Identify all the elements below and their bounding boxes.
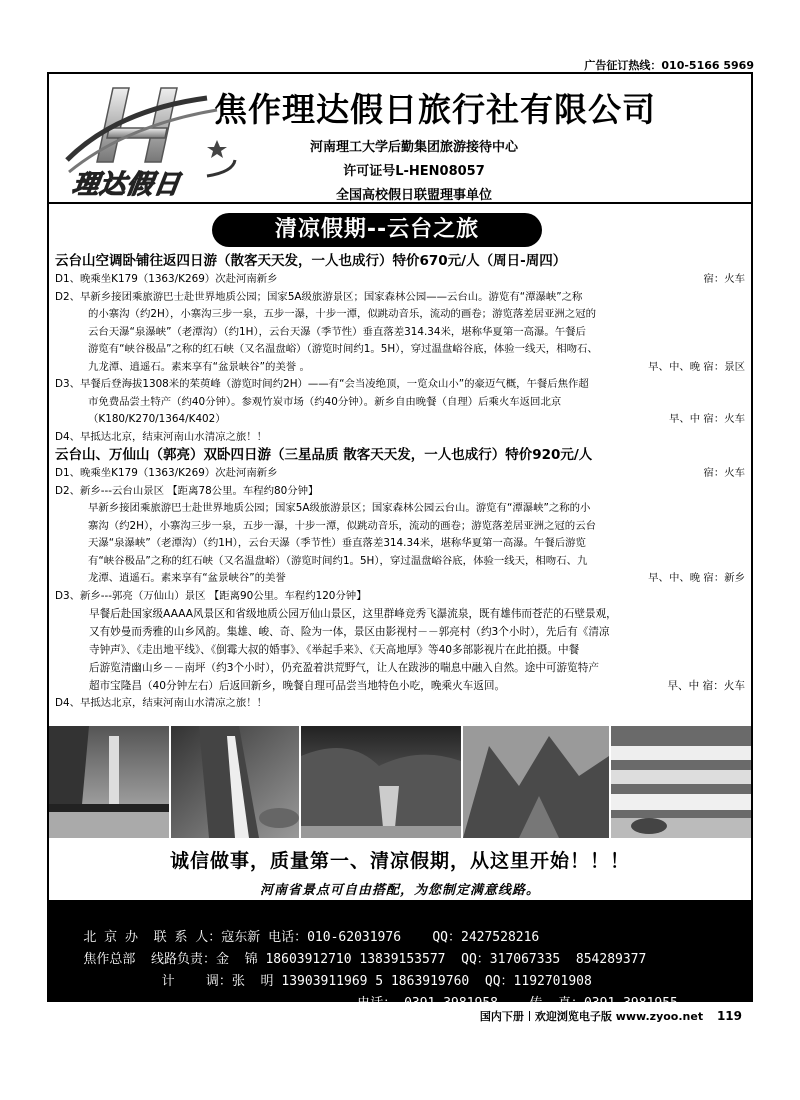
itinerary-line bbox=[55, 429, 749, 447]
slogan-sub: 河南省景点可自由搭配，为您制定满意线路。 bbox=[259, 883, 540, 898]
office-label: 焦作总部 bbox=[83, 952, 136, 967]
scenery-photo-strip bbox=[49, 726, 751, 838]
contact-block bbox=[47, 900, 753, 1011]
itinerary-text: 超市宝隆昌（40分钟左右）后返回新乡，晚餐自理可品尝当地特色小吃，晚乘火车返回。 bbox=[89, 680, 506, 692]
phone: 18603912710 13839153577 bbox=[265, 952, 446, 967]
phone: 13903911969 5 1863919760 bbox=[281, 974, 470, 989]
itinerary-text: 龙潭、逍遥石。素来享有“盆景峡谷”的美誉 bbox=[88, 572, 286, 584]
itinerary-line bbox=[55, 570, 749, 588]
header-subline-2: 许可证号L-HEN08057 bbox=[343, 164, 485, 179]
tour-1-itinerary bbox=[55, 271, 749, 446]
itinerary-content bbox=[55, 252, 749, 713]
header bbox=[49, 74, 751, 204]
itinerary-line bbox=[55, 605, 749, 623]
itinerary-line bbox=[55, 394, 749, 412]
itinerary-line bbox=[55, 411, 749, 429]
contact-row-1 bbox=[52, 906, 540, 945]
itinerary-line bbox=[55, 588, 749, 606]
contact-row-4 bbox=[52, 972, 678, 1011]
itinerary-line bbox=[55, 289, 749, 307]
itinerary-line bbox=[55, 553, 749, 571]
office-label: 北 京 办 bbox=[83, 930, 138, 945]
qq: QQ：1192701908 bbox=[484, 974, 592, 989]
company-name: 焦作理达假日旅行社有限公司 bbox=[214, 90, 656, 129]
itinerary-text: 早餐后赴国家级AAAA风景区和省级地质公园万仙山景区，这里群峰竞秀飞瀑流泉，既有雄伟而苍茫的石壁景观， bbox=[89, 608, 617, 620]
header-subline-1: 河南理工大学后勤集团旅游接待中心 bbox=[309, 140, 518, 155]
itinerary-text: D3、新乡---郭亮（万仙山）景区 【距离90公里。车程约120分钟】 bbox=[55, 589, 367, 602]
route-manager: 线路负责：金 锦 bbox=[150, 952, 258, 967]
header-subline-3: 全国高校假日联盟理事单位 bbox=[335, 188, 492, 203]
itinerary-text: 天瀑“泉瀑峡”（老潭沟）（约1H），云台天瀑（季节性）垂直落差314.34米，堪称华夏第一高瀑。午餐后游览 bbox=[88, 537, 586, 549]
photo-mountain-gorge bbox=[463, 726, 609, 838]
meal-lodging-note: 早、中 宿：火车 bbox=[668, 413, 745, 425]
itinerary-text: （K180/K270/1364/K402） bbox=[88, 413, 226, 425]
itinerary-line bbox=[55, 376, 749, 394]
meal-lodging-note: 早、中 宿：火车 bbox=[667, 680, 745, 692]
qq: QQ：2427528216 bbox=[432, 930, 540, 945]
itinerary-line bbox=[55, 306, 749, 324]
tour-title-2: 云台山、万仙山（郭亮）双卧四日游（三星品质 散客天天发，一人也成行）特价920元/人 bbox=[55, 447, 593, 463]
site-url: www.zyoo.net bbox=[615, 1010, 704, 1023]
phone: 电话：010-62031976 bbox=[268, 930, 402, 945]
itinerary-line bbox=[55, 641, 749, 659]
scenery-photos bbox=[49, 726, 751, 838]
page-footer bbox=[480, 1008, 742, 1024]
itinerary-text: D4、早抵达北京，结束河南山水清凉之旅！！ bbox=[55, 430, 268, 443]
contact-row-3 bbox=[52, 950, 592, 989]
itinerary-line bbox=[55, 271, 749, 289]
itinerary-text: D3、早餐后登海拔1308米的茱萸峰（游览时间约2H）——有“会当凌绝顶，一览众山小”的豪迈气概，午餐后焦作超 bbox=[55, 378, 589, 390]
itinerary-text: 的小寨沟（约2H），小寨沟三步一泉，五步一瀑，十步一潭，似跳动音乐，流动的画卷；游览落差居亚洲之冠的 bbox=[88, 308, 596, 320]
tour-2-final-line: D4、早抵达北京，结束河南山水清凉之旅！！ bbox=[55, 697, 268, 709]
meal-lodging-note: 宿：火车 bbox=[703, 467, 745, 479]
itinerary-text: 云台天瀑“泉瀑峡”（老潭沟）（约1H），云台天瀑（季节性）垂直落差314.34米，堪称华夏第一高瀑。午餐后 bbox=[88, 325, 586, 338]
tour-2-day3-detail bbox=[55, 605, 749, 695]
itinerary-text: 市免费品尝土特产（约40分钟）。参观竹炭市场（约40分钟）。新乡自由晚餐（自理）后乘火车返回北京 bbox=[88, 395, 562, 408]
contact-row-2 bbox=[52, 928, 647, 967]
itinerary-line bbox=[55, 535, 749, 553]
meal-lodging-note: 早、中、晚 宿：新乡 bbox=[648, 572, 745, 584]
fax: 传 真：0391-3981955 bbox=[529, 996, 678, 1011]
itinerary-line bbox=[55, 483, 749, 501]
itinerary-text: D2、新乡---云台山景区 【距离78公里。车程约80分钟】 bbox=[55, 484, 319, 497]
itinerary-line bbox=[55, 518, 749, 536]
photo-waterfall-cascade bbox=[171, 726, 299, 838]
itinerary-text: 有“峡谷极品”之称的红石峡（又名温盘峪）（游览时间约1。5H），穿过温盘峪谷底，体验一线天，相吻石、九 bbox=[88, 554, 588, 567]
ad-frame bbox=[47, 72, 753, 1002]
itinerary-line bbox=[55, 659, 749, 677]
itinerary-text: 寨沟（约2H），小寨沟三步一泉，五步一瀑，十步一潭，似跳动音乐，流动的画卷；游览落差居亚洲之冠的云台 bbox=[88, 519, 596, 532]
itinerary-text: 九龙潭、逍遥石。素来享有“盆景峡谷”的美誉 。 bbox=[88, 360, 310, 373]
itinerary-text: 后游览清幽山乡－－南坪（约3个小时），仍充盈着洪荒野气，让人在跋涉的喘息中融入自然。途中可游览特产 bbox=[89, 662, 599, 674]
office-phone: 电话： 0391-3981958 bbox=[357, 996, 498, 1011]
itinerary-text: 早新乡接团乘旅游巴士赴世界地质公园；国家5A级旅游景区；国家森林公园云台山。游览有“潭瀑峡”之称的小 bbox=[88, 502, 591, 514]
photo-terraced-waterfall bbox=[611, 726, 751, 838]
itinerary-text: D1、晚乘坐K179（1363/K269）次赴河南新乡 bbox=[55, 273, 278, 285]
itinerary-text: D1、晚乘坐K179（1363/K269）次赴河南新乡 bbox=[55, 467, 278, 479]
slogan-main: 诚信做事，质量第一、清凉假期，从这里开始！！！ bbox=[169, 850, 630, 872]
itinerary-text: D2、早新乡接团乘旅游巴士赴世界地质公园；国家5A级旅游景区；国家森林公园——云台山。游览有“潭瀑峡”之称 bbox=[55, 290, 583, 303]
itinerary-line bbox=[55, 465, 749, 483]
itinerary-line bbox=[55, 324, 749, 342]
photo-red-stone-gorge-walkway bbox=[49, 726, 169, 838]
section-label: 国内下册 bbox=[479, 1010, 524, 1023]
photo-cliff-valley bbox=[301, 726, 461, 838]
section-banner: 清凉假期--云台之旅 bbox=[212, 213, 542, 247]
itinerary-line bbox=[55, 500, 749, 518]
page-number: 119 bbox=[716, 1009, 742, 1023]
itinerary-line bbox=[55, 359, 749, 377]
logo-text: 理达假日 bbox=[70, 170, 183, 200]
meal-lodging-note: 宿：火车 bbox=[703, 273, 745, 285]
itinerary-text: 又有妙曼而秀雅的山乡风韵。集雄、峻、奇、险为一体，景区由影视村－－郭亮村（约3个小时），先后有《清凉 bbox=[89, 626, 610, 638]
itinerary-text: 寺钟声》、《走出地平线》、《倒霉大叔的婚事》、《举起手来》、《天高地厚》等40多部影视片在此拍摄。中餐 bbox=[89, 644, 580, 656]
tour-title-1: 云台山空调卧铺往返四日游（散客天天发，一人也成行）特价670元/人（周日-周四） bbox=[55, 253, 567, 269]
scheduler: 计 调：张 明 bbox=[161, 974, 274, 989]
qq: QQ：317067335 854289377 bbox=[461, 952, 647, 967]
meal-lodging-note: 早、中、晚 宿：景区 bbox=[648, 360, 745, 373]
itinerary-line bbox=[55, 623, 749, 641]
itinerary-line bbox=[55, 341, 749, 359]
itinerary-text: 游览有“峡谷极品”之称的红石峡（又名温盘峪）（游览时间约1。5H），穿过温盘峪谷底，体验一线天，相吻石、 bbox=[88, 343, 598, 355]
tour-2-itinerary bbox=[55, 465, 749, 605]
ad-hotline: 广告征订热线：010-5166 5969 bbox=[584, 59, 754, 72]
contact-person: 联 系 人：寇东新 bbox=[153, 930, 261, 945]
ebook-label: 欢迎浏览电子版 bbox=[534, 1010, 612, 1023]
itinerary-line bbox=[55, 677, 749, 695]
